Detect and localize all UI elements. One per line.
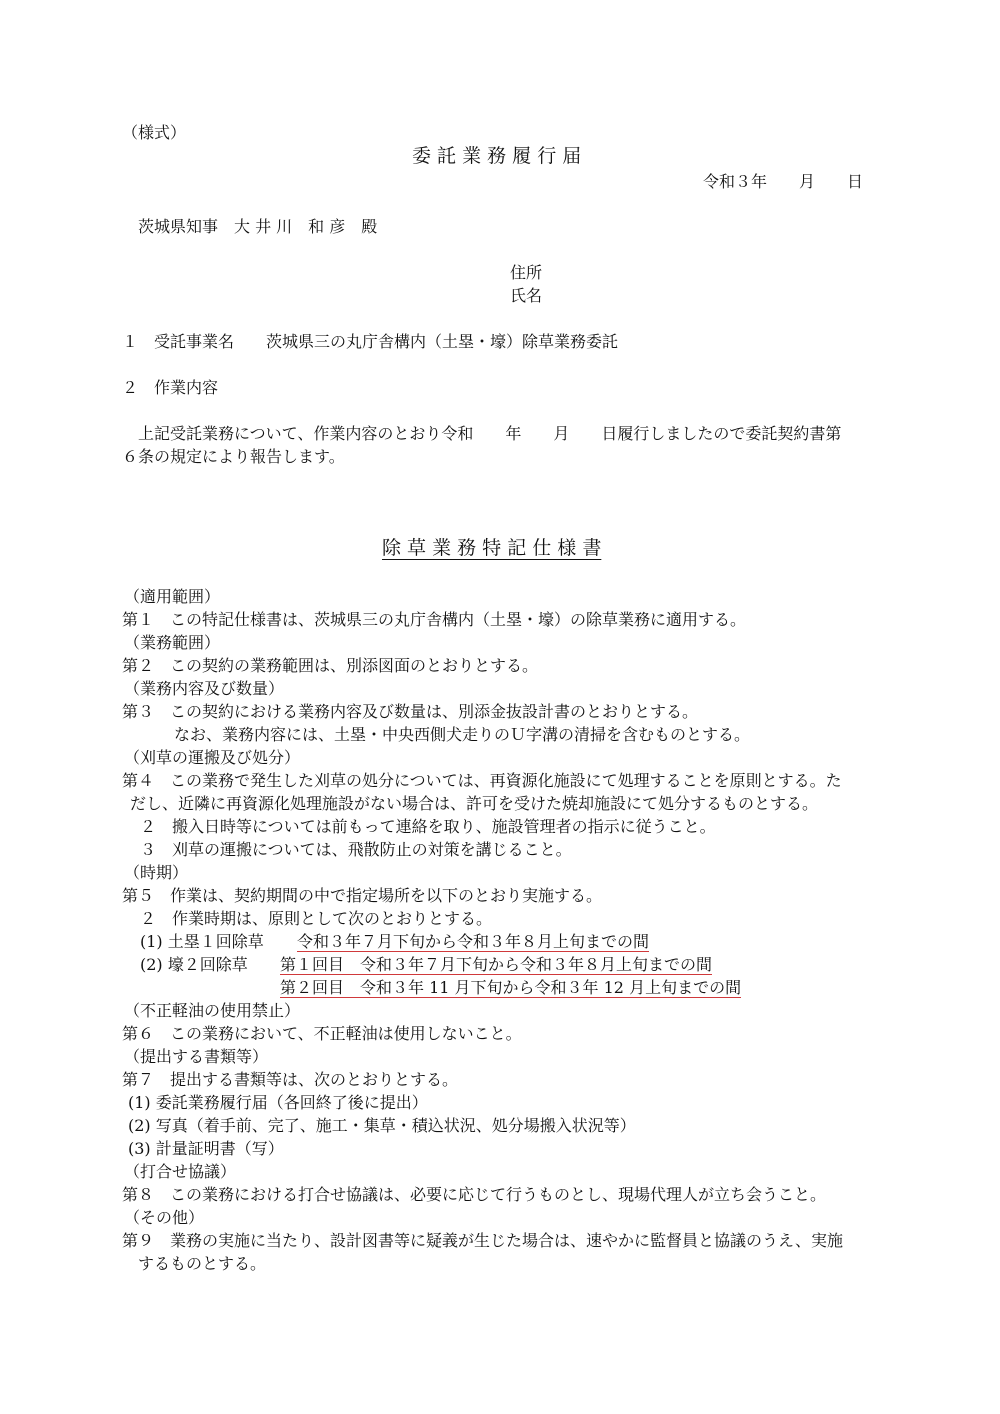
- article-4-line2: だし、近隣に再資源化処理施設がない場合は、許可を受けた焼却施設にて処分するものとする。: [130, 794, 819, 813]
- schedule-1-period: 令和３年７月下旬から令和３年８月上旬までの間: [297, 932, 650, 951]
- article-3-note: なお、業務内容には、土塁・中央西側犬走りのＵ字溝の清掃を含むものとする。: [174, 725, 751, 744]
- article-5: 第５ 作業は、契約期間の中で指定場所を以下のとおり実施する。: [122, 886, 603, 905]
- article-4-item2: ２ 搬入日時等については前もって連絡を取り、施設管理者の指示に従うこと。: [140, 817, 716, 836]
- article-7-item3: (3) 計量証明書（写）: [128, 1139, 284, 1158]
- article-3: 第３ この契約における業務内容及び数量は、別添金抜設計書のとおりとする。: [122, 702, 699, 721]
- section-heading: （刈草の運搬及び処分）: [124, 748, 301, 767]
- section-heading: （業務範囲）: [124, 633, 221, 652]
- addressee: 茨城県知事 大 井 川 和 彦 殿: [138, 217, 378, 236]
- article-9-line2: するものとする。: [138, 1254, 267, 1273]
- report-text-line1: 上記受託業務について、作業内容のとおり令和 年 月 日履行しましたので委託契約書第: [138, 424, 842, 443]
- name-label: 氏名: [510, 286, 543, 305]
- article-7-item2: (2) 写真（着手前、完了、施工・集草・積込状況、処分場搬入状況等）: [128, 1116, 636, 1135]
- section-heading: （適用範囲）: [124, 587, 221, 606]
- section-heading: （不正軽油の使用禁止）: [124, 1001, 301, 1020]
- section-heading: （業務内容及び数量）: [124, 679, 285, 698]
- form-title: 委 託 業 務 履 行 届: [412, 145, 582, 167]
- schedule-2-period-2: 第２回目 令和３年 11 月下旬から令和３年 12 月上旬までの間: [280, 978, 742, 997]
- date-line: 令和３年 月 日: [703, 172, 864, 191]
- article-7-item1: (1) 委託業務履行届（各回終了後に提出）: [128, 1093, 428, 1112]
- section-heading: （打合せ協議）: [124, 1162, 237, 1181]
- section-heading: （提出する書類等）: [124, 1047, 269, 1066]
- address-label: 住所: [510, 263, 543, 282]
- spec-title: 除 草 業 務 特 記 仕 様 書: [382, 537, 602, 559]
- item-2: ２ 作業内容: [122, 378, 219, 397]
- report-text-line2: ６条の規定により報告します。: [122, 447, 345, 466]
- article-2: 第２ この契約の業務範囲は、別添図面のとおりとする。: [122, 656, 539, 675]
- article-4-item3: ３ 刈草の運搬については、飛散防止の対策を講じること。: [140, 840, 572, 859]
- article-7: 第７ 提出する書類等は、次のとおりとする。: [122, 1070, 459, 1089]
- schedule-2-period-1: 第１回目 令和３年７月下旬から令和３年８月上旬までの間: [280, 955, 713, 974]
- article-4-line1: 第４ この業務で発生した刈草の処分については、再資源化施設にて処理することを原則とする。た: [122, 771, 842, 790]
- article-9-line1: 第９ 業務の実施に当たり、設計図書等に疑義が生じた場合は、速やかに監督員と協議のうえ、実施: [122, 1231, 843, 1250]
- section-heading: （その他）: [124, 1208, 205, 1227]
- form-label: （様式）: [122, 123, 187, 142]
- article-1: 第１ この特記仕様書は、茨城県三の丸庁舎構内（土塁・壕）の除草業務に適用する。: [122, 610, 747, 629]
- section-heading: （時期）: [124, 863, 189, 882]
- schedule-2-label: (2) 壕２回除草: [140, 955, 248, 974]
- article-5-item2: ２ 作業時期は、原則として次のとおりとする。: [140, 909, 493, 928]
- schedule-1-label: (1) 土塁１回除草: [140, 932, 264, 951]
- article-8: 第８ この業務における打合せ協議は、必要に応じて行うものとし、現場代理人が立ち会うこと。: [122, 1185, 827, 1204]
- item-1: １ 受託事業名 茨城県三の丸庁舎構内（土塁・壕）除草業務委託: [122, 332, 619, 351]
- article-6: 第６ この業務において、不正軽油は使用しないこと。: [122, 1024, 522, 1043]
